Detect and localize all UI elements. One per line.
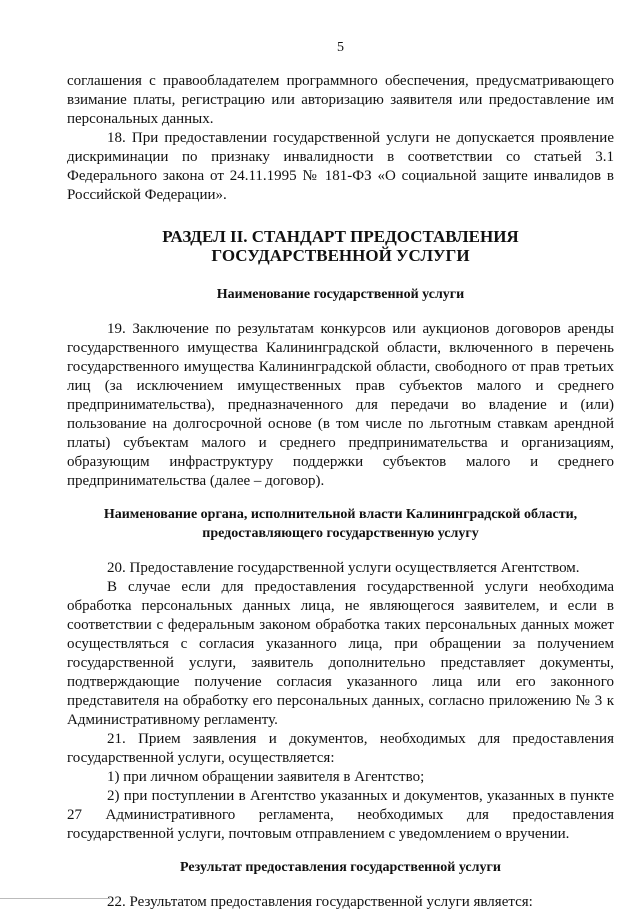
heading-organ [67,505,614,543]
paragraph-19: 19. Заключение по результатам конкурсов или аукционов договоров аренды государственного имущества Калининградской области, включенного в перечень государственного имущества Калининградской области, свободного от прав третьих лиц (за исключением имущественных прав субъектов малого и среднего предпринимательства), предназначенного для передачи во владение и (или) пользование на долгосрочной основе (в том числе по льготным ставкам арендной платы) субъектам малого и среднего предпринимательства и организациям, образующим инфраструктуру поддержки субъектов малого и среднего предпринимательства (далее – договор). [67,321,614,489]
paragraph-21-item-2: 2) при поступлении в Агентство указанных и документов, указанных в пункте 27 Административного регламента, необходимых для предоставления государственной услуги, почтовым отправлением с уведомлением о вручении. [67,788,614,842]
footer-rule [0,898,110,899]
paragraph-20: 20. Предоставление государственной услуги осуществляется Агентством. [107,560,580,576]
section-title-line-2: ГОСУДАРСТВЕННОЙ УСЛУГИ [211,246,470,265]
paragraph-21: 21. Прием заявления и документов, необходимых для предоставления государственной услуги, осуществляется: [67,731,614,766]
paragraph-continuation: соглашения с правообладателем программного обеспечения, предусматривающего взимание платы, регистрацию или авторизацию заявителя или предоставление им персональных данных. [67,73,614,127]
page-number: 5 [337,40,344,55]
paragraph-21-item-1: 1) при личном обращении заявителя в Агентство; [107,769,425,785]
heading-organ-line-1: Наименование органа, исполнительной власти Калининградской области, [103,507,578,522]
paragraph-22: 22. Результатом предоставления государственной услуги является: [107,894,533,910]
heading-organ-line-2: предоставляющего государственную услугу [202,526,479,541]
section-title-line-1: РАЗДЕЛ II. СТАНДАРТ ПРЕДОСТАВЛЕНИЯ [162,227,519,246]
section-title [67,227,614,265]
paragraph-personal-data: В случае если для предоставления государственной услуги необходима обработка персональных данных лица, не являющегося заявителем, и если в соответствии с федеральным законом обработка таких персональных данных может осуществляться с согласия указанного лица, при обращении за получением государственной услуги, заявитель дополнительно представляет документы, подтверждающие получение согласия указанного лица или его законного представителя на обработку его персональных данных, согласно приложению № 3 к Административному регламенту. [67,579,614,728]
heading-service-name: Наименование государственной услуги [216,287,465,302]
paragraph-18: 18. При предоставлении государственной услуги не допускается проявление дискриминации по признаку инвалидности в соответствии со статьей 3.1 Федерального закона от 24.11.1995 № 181-ФЗ «О социальной защите инвалидов в Российской Федерации». [67,130,614,203]
heading-result: Результат предоставления государственной услуги [180,860,501,875]
